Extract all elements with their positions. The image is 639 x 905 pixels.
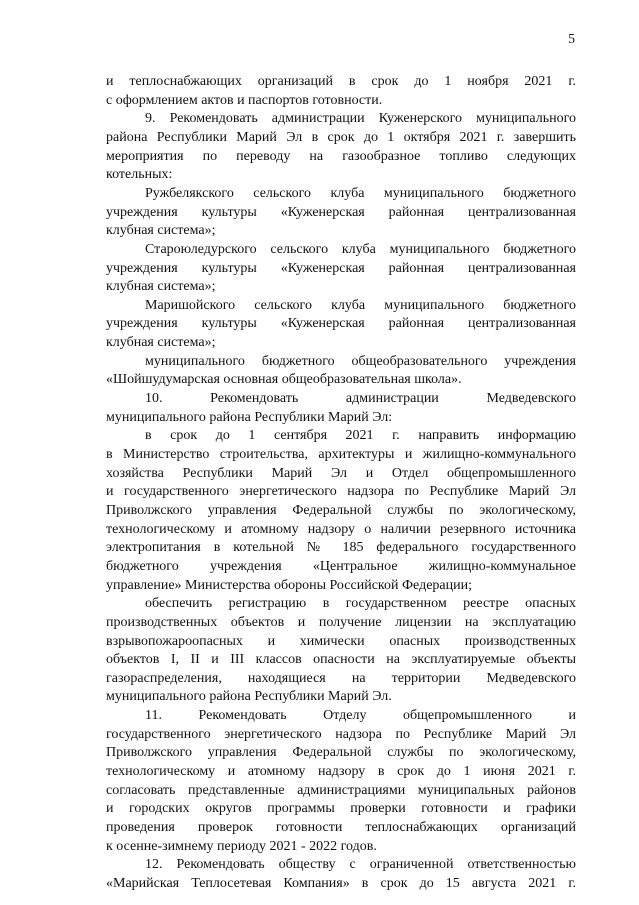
text-line: района Республики Марий Эл в срок до 1 октября 2021 г. завершить — [106, 129, 576, 145]
text-line: 12. Рекомендовать обществу с ограниченной ответственностью — [145, 857, 576, 873]
text-line: и теплоснабжающих организаций в срок до 1 ноября 2021 г. — [106, 74, 576, 89]
text-line: технологическому и атомному надзору в срок до 1 июня 2021 г. — [106, 764, 576, 779]
text-line: муниципального района Республики Марий Эл. — [106, 689, 392, 705]
text-line: муниципального бюджетного общеобразовательного учреждения — [145, 353, 576, 369]
text-line: и государственного энергетического надзора по Республике Марий Эл — [106, 484, 576, 500]
text-line: государственного энергетического надзора по Республике Марий Эл — [106, 726, 576, 742]
text-line: учреждения культуры «Куженерская районная централизованная — [106, 204, 576, 220]
text-line: к осенне-зимнему периоду 2021 - 2022 годов. — [106, 838, 377, 854]
text-line: Маришойского сельского клуба муниципального бюджетного — [145, 297, 576, 313]
text-line: в срок до 1 сентября 2021 г. направить информацию — [145, 428, 576, 444]
text-line: клубная система»; — [106, 279, 216, 295]
text-line: клубная система»; — [106, 335, 216, 351]
text-line: котельных: — [106, 167, 173, 183]
text-line: «Шойшудумарская основная общеобразовательная школа». — [106, 372, 462, 388]
text-line: 10. Рекомендовать администрации Медведевского — [145, 391, 576, 406]
text-line: технологическому и атомному надзору о наличии резервного источника — [106, 521, 576, 537]
text-line: Приволжского управления Федеральной службы по экологическому, — [106, 502, 576, 518]
text-line: бюджетного учреждения «Центральное жилищно-коммунальное — [106, 558, 576, 574]
page-number: 5 — [568, 31, 575, 46]
text-line: учреждения культуры «Куженерская районная централизованная — [106, 260, 576, 276]
text-line: и городских округов программы проверки готовности и графики — [106, 801, 576, 817]
text-line: газораспределения, находящиеся на территории Медведевского — [106, 670, 576, 686]
text-line: проведения проверок готовности теплоснабжающих организаций — [106, 820, 576, 835]
text-line: управление» Министерства обороны Российской Федерации; — [106, 577, 472, 593]
text-line: согласовать представленные администрациями муниципальных районов — [106, 782, 576, 798]
text-line: «Марийская Теплосетевая Компания» в срок до 15 августа 2021 г. — [106, 875, 576, 891]
text-line: мероприятия по переводу на газообразное топливо следующих — [106, 148, 576, 164]
text-line: клубная система»; — [106, 223, 216, 239]
text-line: хозяйства Республики Марий Эл и Отдел общепромышленного — [106, 465, 576, 481]
text-line: в Министерство строительства, архитектуры и жилищно-коммунального — [106, 447, 576, 462]
text-line: обеспечить регистрацию в государственном реестре опасных — [145, 596, 576, 612]
text-line: Ружбелякского сельского клуба муниципального бюджетного — [145, 185, 576, 201]
text-line: учреждения культуры «Куженерская районная централизованная — [106, 316, 576, 332]
text-line: электропитания в котельной № 185 федерального государственного — [106, 540, 576, 556]
text-line: Староюледурского сельского клуба муниципального бюджетного — [145, 241, 576, 257]
text-line: производственных объектов и получение лицензии на эксплуатацию — [106, 614, 576, 630]
text-line: с оформлением актов и паспортов готовности. — [106, 92, 383, 108]
text-line: 9. Рекомендовать администрации Куженерского муниципального — [145, 111, 576, 127]
text-line: объектов I, II и III классов опасности на эксплуатируемые объекты — [106, 652, 576, 668]
text-line: Приволжского управления Федеральной службы по экологическому, — [106, 745, 576, 761]
text-line: взрывопожароопасных и химически опасных производственных — [106, 633, 576, 649]
text-line: муниципального района Республики Марий Эл: — [106, 409, 393, 425]
text-line: 11. Рекомендовать Отделу общепромышленного и — [145, 708, 576, 724]
